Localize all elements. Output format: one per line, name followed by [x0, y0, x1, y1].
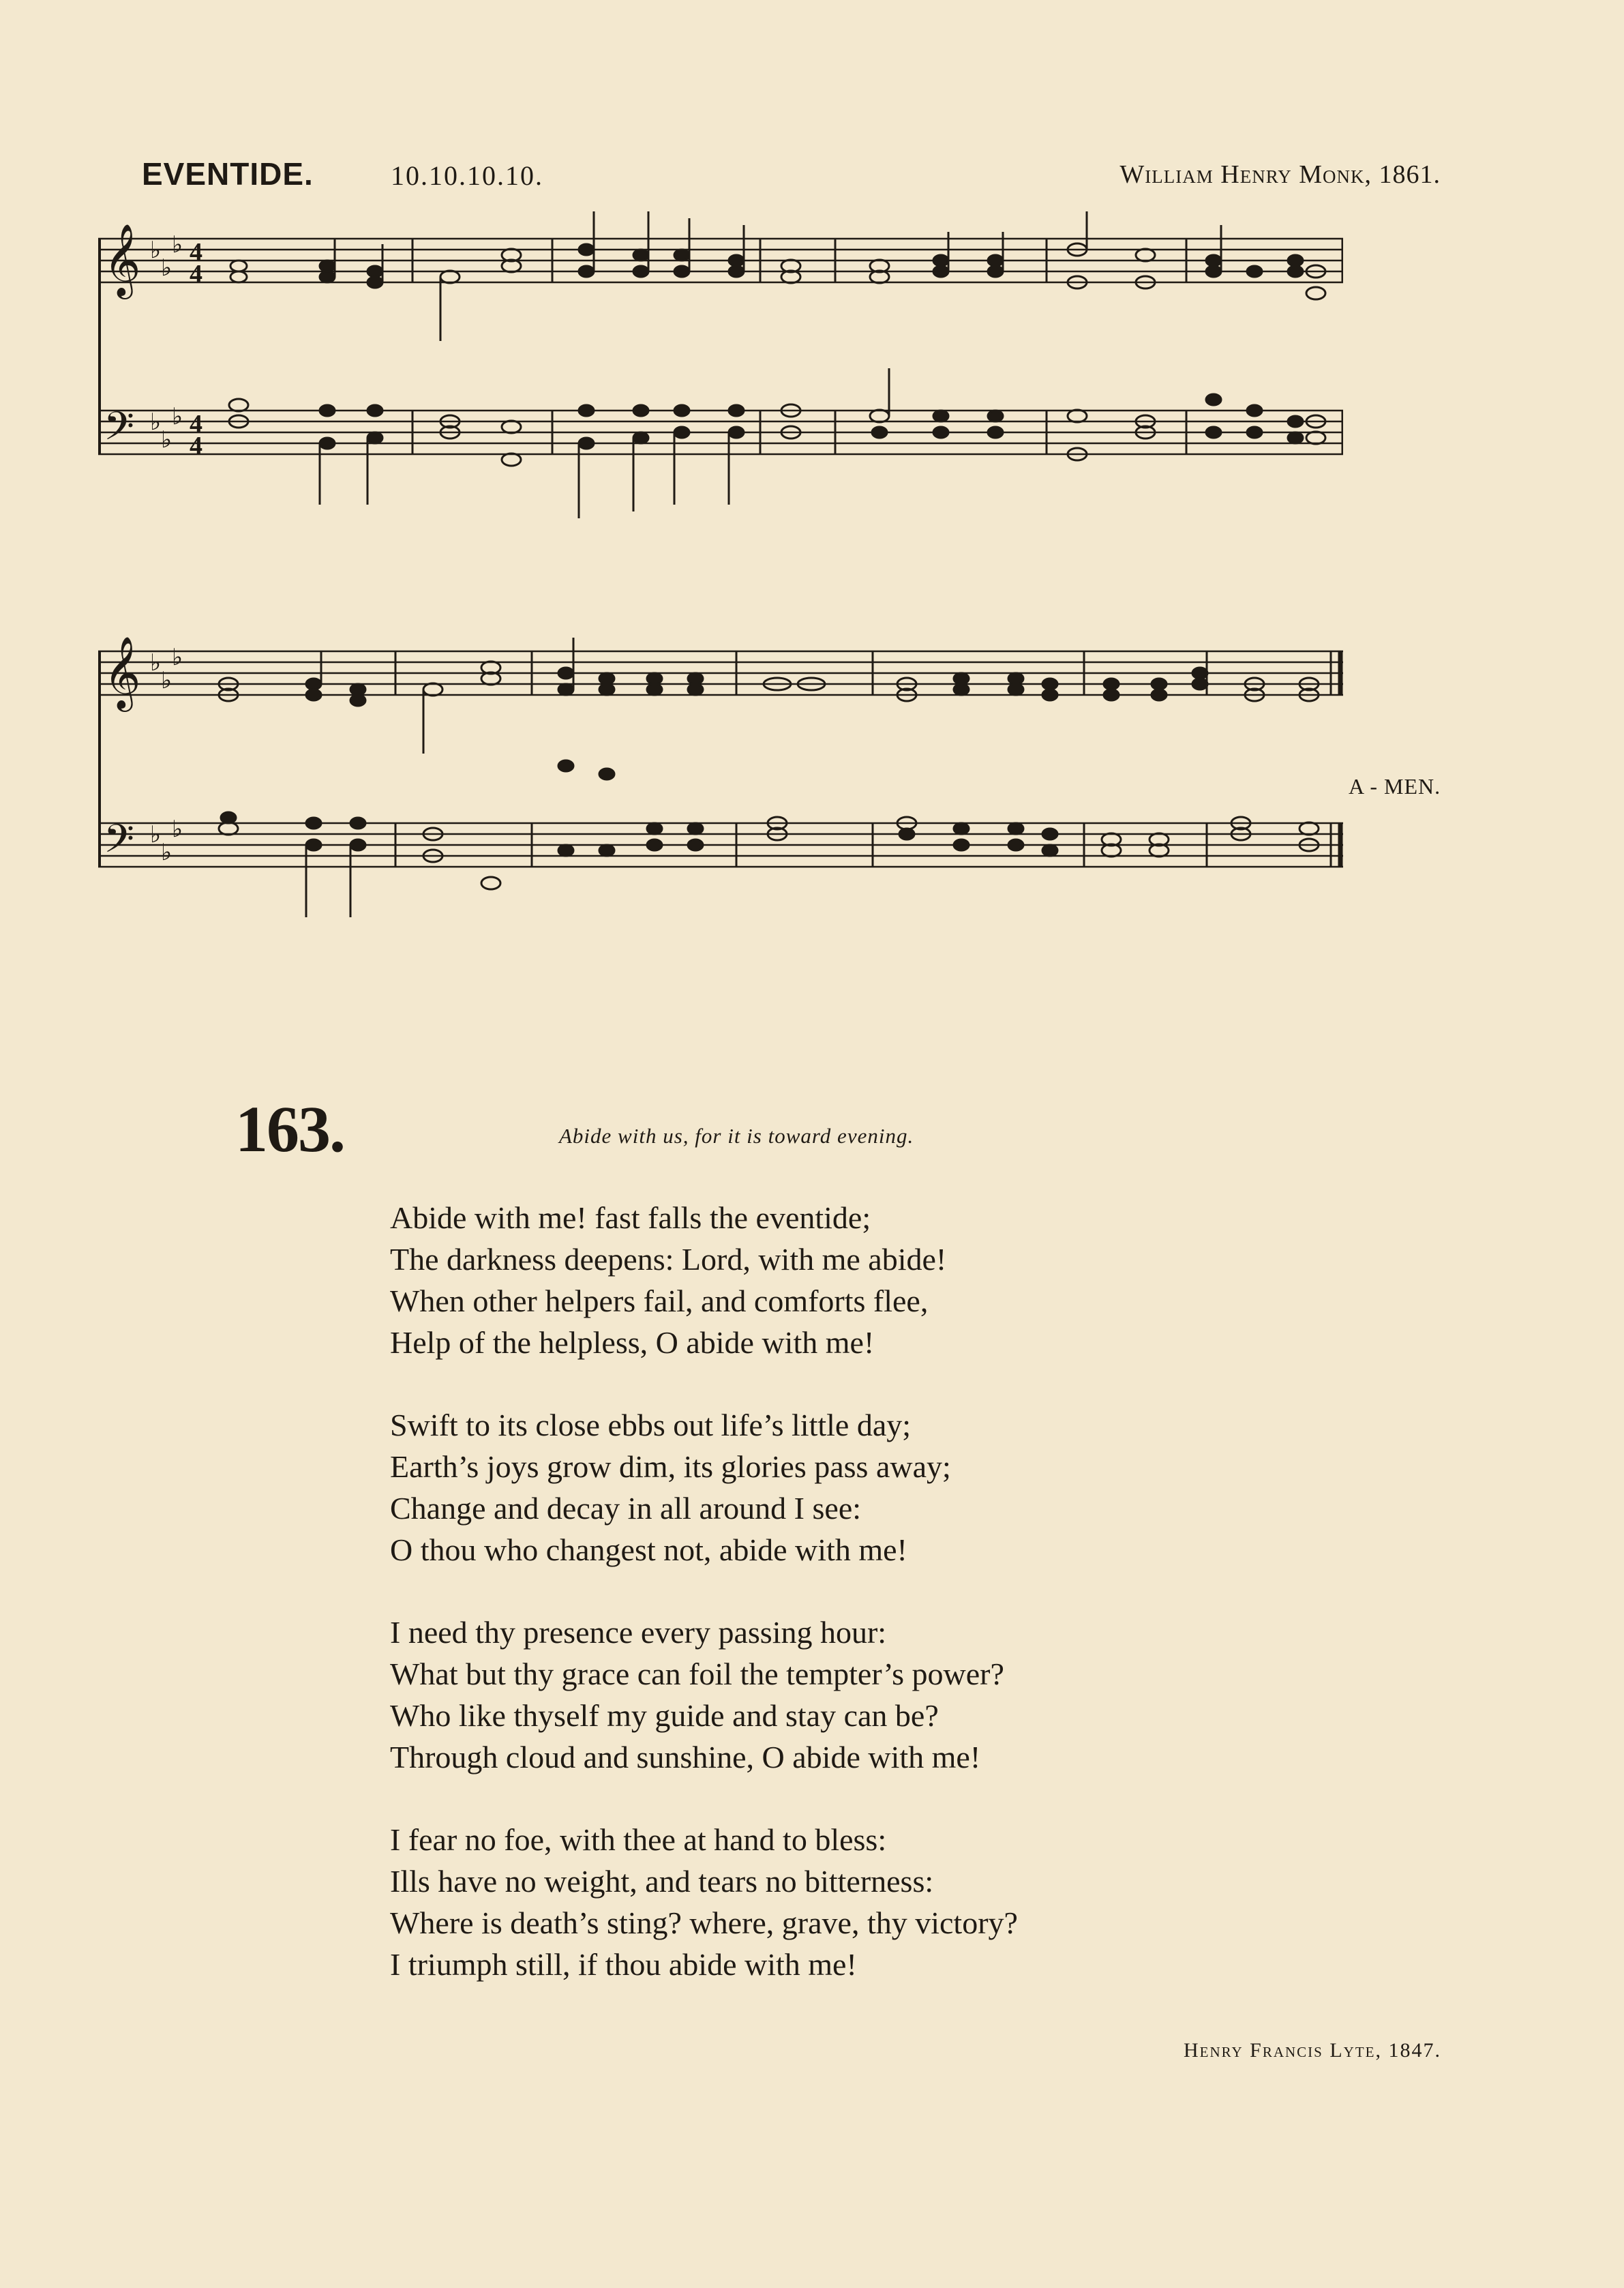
svg-text:♭: ♭	[161, 840, 172, 865]
verse-line: Help of the helpless, O abide with me!	[390, 1325, 875, 1360]
verse-line: What but thy grace can foil the tempter’s power?	[390, 1656, 1004, 1691]
treble-clef-icon: 𝄞	[104, 636, 141, 709]
svg-text:4: 4	[190, 238, 202, 267]
verse-line: The darkness deepens: Lord, with me abide!	[390, 1242, 947, 1277]
verse-line: I triumph still, if thou abide with me!	[390, 1947, 857, 1982]
svg-text:♭: ♭	[172, 817, 183, 842]
music-staff-system	[95, 205, 1343, 532]
epigraph: Abide with us, for it is toward evening.	[559, 1124, 914, 1148]
verse-line: I need thy presence every passing hour:	[390, 1615, 887, 1650]
verses	[390, 1197, 1242, 2026]
verse-line: Who like thyself my guide and stay can be?	[390, 1698, 939, 1733]
stanza-3	[390, 1611, 1242, 1778]
svg-text:♭: ♭	[150, 238, 162, 263]
svg-text:♭: ♭	[150, 410, 162, 435]
verse-line: Swift to its close ebbs out life’s little day;	[390, 1408, 912, 1442]
verse-line: Earth’s joys grow dim, its glories pass away;	[390, 1449, 951, 1484]
svg-text:♭: ♭	[172, 233, 183, 258]
tune-meter: 10.10.10.10.	[391, 160, 543, 191]
svg-text:♭: ♭	[172, 645, 183, 670]
hymn-number: 163.	[235, 1093, 344, 1165]
music-system-2	[95, 617, 1343, 945]
verse-line: O thou who changest not, abide with me!	[390, 1532, 907, 1567]
composer-credit: William Henry Monk, 1861.	[1119, 160, 1441, 189]
bass-clef-icon: 𝄢	[104, 403, 135, 459]
svg-text:♭: ♭	[161, 256, 172, 281]
verse-line: Where is death’s sting? where, grave, thy victory?	[390, 1905, 1018, 1940]
stanza-4	[390, 1819, 1242, 1985]
tune-name: EVENTIDE.	[142, 156, 314, 192]
verse-line: Change and decay in all around I see:	[390, 1491, 862, 1526]
svg-text:♭: ♭	[172, 404, 183, 430]
treble-clef-icon: 𝄞	[104, 223, 141, 296]
svg-text:4: 4	[190, 260, 202, 288]
verse-line: Through cloud and sunshine, O abide with me!	[390, 1740, 981, 1774]
svg-text:♭: ♭	[161, 668, 172, 694]
stanza-1	[390, 1197, 1242, 1363]
tune-header	[142, 155, 1441, 196]
svg-text:♭: ♭	[150, 822, 162, 848]
author-credit: Henry Francis Lyte, 1847.	[1183, 2039, 1441, 2062]
svg-text:4: 4	[190, 432, 202, 460]
bass-clef-icon: 𝄢	[104, 816, 135, 872]
verse-line: I fear no foe, with thee at hand to bless:	[390, 1822, 887, 1857]
verse-line: Abide with me! fast falls the eventide;	[390, 1200, 871, 1235]
music-system-1	[95, 205, 1343, 532]
music-staff-system	[95, 617, 1343, 945]
svg-text:♭: ♭	[161, 428, 172, 453]
stanza-2	[390, 1404, 1242, 1571]
svg-text:♭: ♭	[150, 651, 162, 676]
verse-line: Ills have no weight, and tears no bitterness:	[390, 1864, 934, 1899]
verse-line: When other helpers fail, and comforts flee,	[390, 1283, 929, 1318]
amen-label: A - MEN.	[1349, 774, 1441, 799]
svg-text:4: 4	[190, 410, 202, 439]
